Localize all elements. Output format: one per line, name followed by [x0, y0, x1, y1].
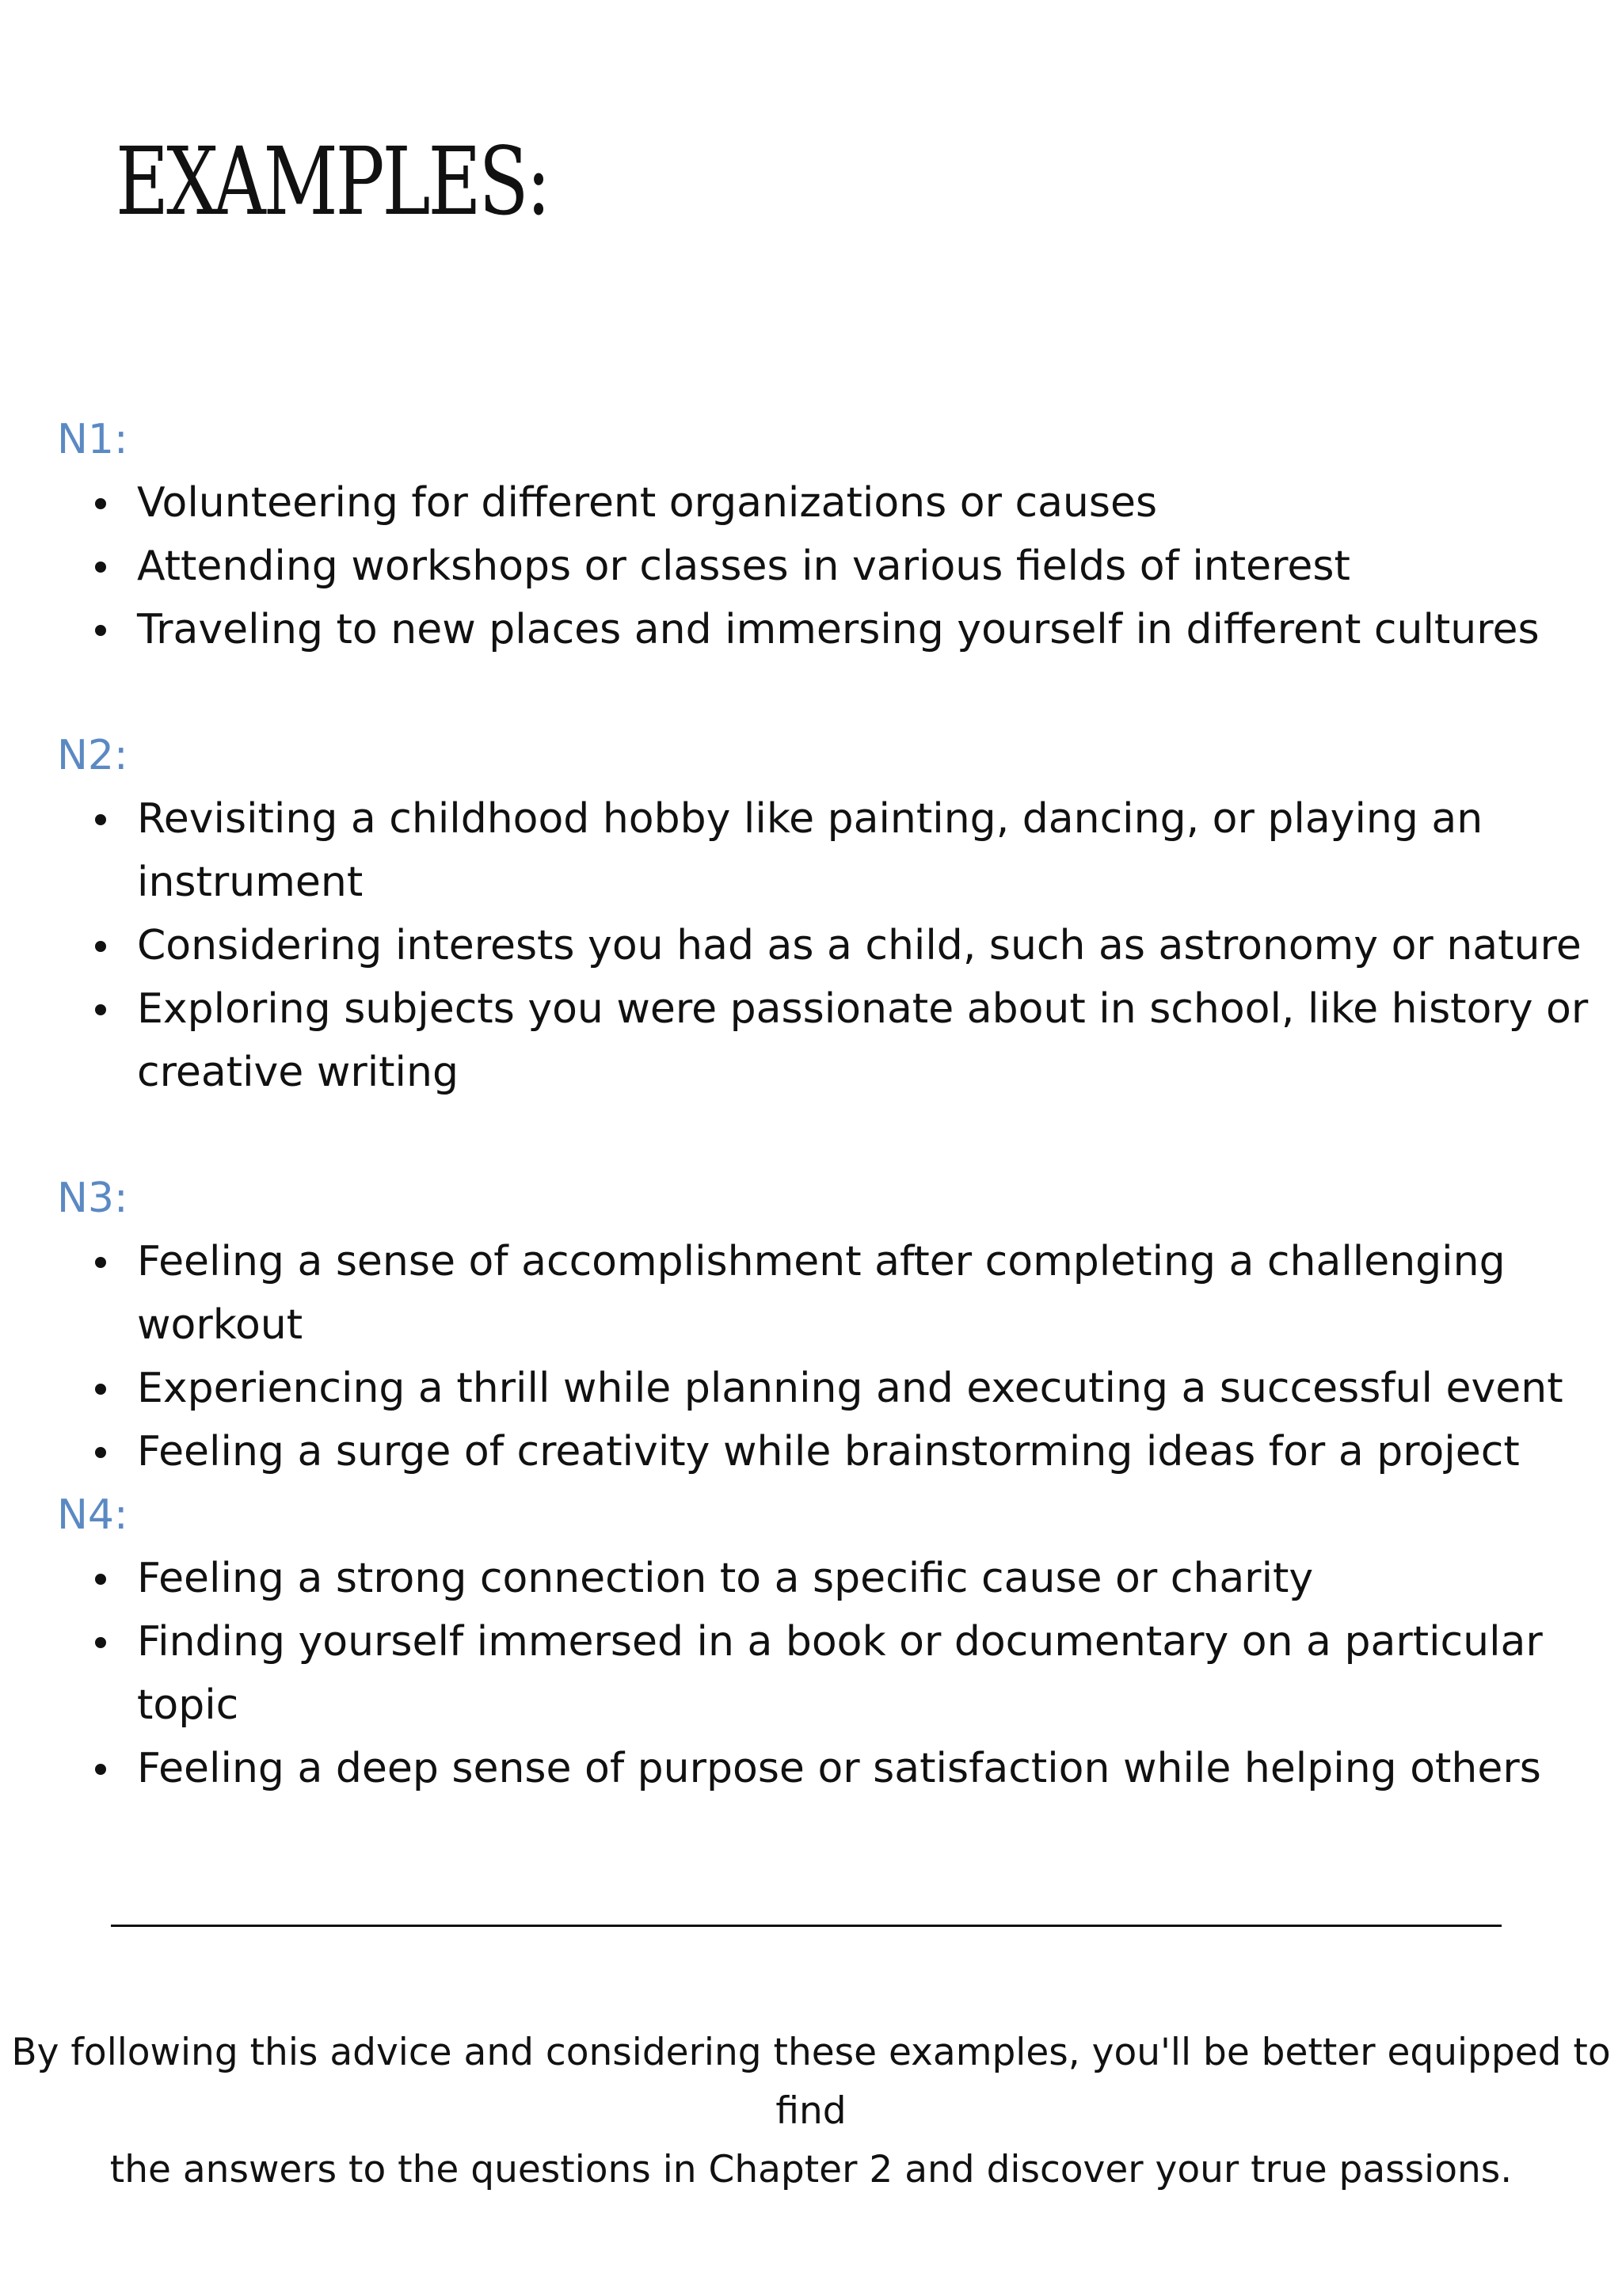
bullet-icon [95, 814, 106, 825]
divider [111, 1925, 1502, 1927]
bullet-list [57, 1230, 1609, 1483]
bullet-list [57, 787, 1609, 1104]
list-item [57, 1357, 1594, 1420]
closing-line-2: the answers to the questions in Chapter 2 and discover your true passions. [109, 2148, 1513, 2191]
list-item [57, 535, 1594, 598]
list-item [57, 1547, 1594, 1610]
list-item [57, 1737, 1594, 1800]
list-item-text: Exploring subjects you were passionate about in school, like history or creative writing [137, 985, 1589, 1096]
list-item-text: Traveling to new places and immersing yourself in different cultures [137, 606, 1540, 653]
list-item-text: Feeling a deep sense of purpose or satisfaction while helping others [137, 1745, 1541, 1792]
bullet-list [57, 471, 1609, 661]
bullet-icon [95, 562, 106, 573]
list-item [57, 471, 1594, 535]
list-item-text: Feeling a sense of accomplishment after completing a challenging workout [137, 1238, 1506, 1349]
list-item-text: Attending workshops or classes in various fields of interest [137, 543, 1350, 590]
section-label: N1: [57, 416, 128, 463]
list-item [57, 1230, 1594, 1357]
section-label: N4: [57, 1491, 128, 1539]
bullet-icon [95, 625, 106, 636]
section-n1 [57, 408, 1609, 661]
list-item-text: Feeling a strong connection to a specific cause or charity [137, 1555, 1314, 1602]
list-item-text: Feeling a surge of creativity while brainstorming ideas for a project [137, 1428, 1520, 1475]
bullet-list [57, 1547, 1609, 1800]
bullet-icon [95, 1004, 106, 1015]
list-item-text: Volunteering for different organizations or causes [137, 479, 1158, 527]
list-item [57, 914, 1594, 977]
bullet-icon [95, 941, 106, 952]
list-item [57, 977, 1594, 1104]
section-n4 [57, 1483, 1609, 1800]
list-item [57, 1420, 1594, 1483]
list-item [57, 787, 1594, 914]
list-item-text: Revisiting a childhood hobby like painting, dancing, or playing an instrument [137, 795, 1483, 906]
list-item-text: Finding yourself immersed in a book or documentary on a particular topic [137, 1618, 1543, 1729]
bullet-icon [95, 498, 106, 509]
bullet-icon [95, 1637, 106, 1648]
bullet-icon [95, 1257, 106, 1268]
bullet-icon [95, 1447, 106, 1458]
bullet-icon [95, 1574, 106, 1585]
closing-paragraph [0, 2024, 1622, 2199]
list-item [57, 1610, 1594, 1737]
closing-line-1: By following this advice and considering these examples, you'll be better equipped to find [11, 2031, 1611, 2133]
bullet-icon [95, 1764, 106, 1775]
section-label: N3: [57, 1175, 128, 1222]
list-item-text: Considering interests you had as a child, such as astronomy or nature [137, 922, 1582, 969]
section-label: N2: [57, 732, 128, 779]
page-title: EXAMPLES: [116, 127, 549, 236]
list-item-text: Experiencing a thrill while planning and executing a successful event [137, 1365, 1563, 1412]
list-item [57, 598, 1594, 661]
section-n3 [57, 1167, 1609, 1483]
bullet-icon [95, 1384, 106, 1395]
section-n2 [57, 724, 1609, 1104]
